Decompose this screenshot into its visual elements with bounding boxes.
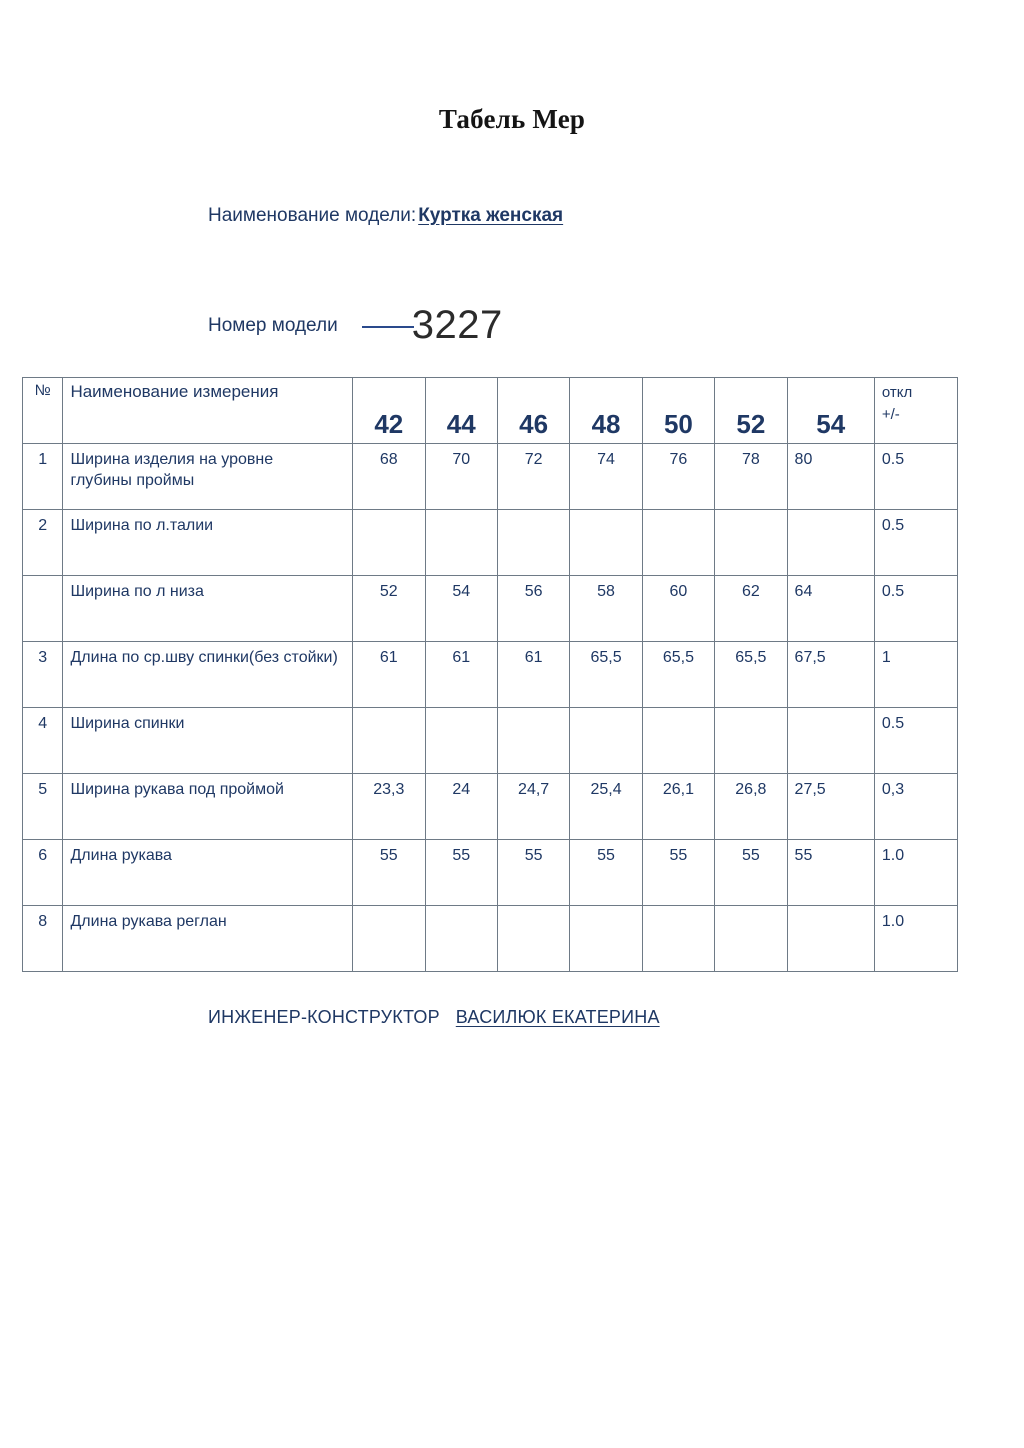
row-value-size-52	[715, 906, 787, 972]
row-value-size-48: 58	[570, 576, 642, 642]
row-value-size-44	[425, 708, 497, 774]
row-value-size-48: 55	[570, 840, 642, 906]
header-size-46: 46	[497, 378, 569, 444]
header-size-52: 52	[715, 378, 787, 444]
header-deviation-line1: откл	[881, 384, 913, 401]
header-size-44: 44	[425, 378, 497, 444]
row-value-size-42: 68	[353, 444, 425, 510]
row-value-size-48: 25,4	[570, 774, 642, 840]
row-value-size-44	[425, 906, 497, 972]
row-value-size-46: 55	[497, 840, 569, 906]
row-value-size-42	[353, 708, 425, 774]
row-deviation: 0.5	[874, 708, 957, 774]
row-value-size-54	[787, 510, 874, 576]
row-measurement-name: Ширина по л низа	[63, 576, 353, 642]
row-value-size-50	[642, 906, 714, 972]
row-value-size-52: 62	[715, 576, 787, 642]
row-number: 2	[23, 510, 63, 576]
row-number: 6	[23, 840, 63, 906]
row-value-size-52	[715, 510, 787, 576]
measurements-table	[22, 377, 958, 972]
row-value-size-50	[642, 510, 714, 576]
row-number	[23, 576, 63, 642]
row-value-size-52: 78	[715, 444, 787, 510]
row-value-size-54: 27,5	[787, 774, 874, 840]
row-value-size-50: 65,5	[642, 642, 714, 708]
row-value-size-50: 26,1	[642, 774, 714, 840]
row-value-size-46: 56	[497, 576, 569, 642]
table-body	[23, 444, 958, 972]
row-measurement-name: Ширина по л.талии	[63, 510, 353, 576]
model-name-line	[208, 205, 563, 227]
row-number: 1	[23, 444, 63, 510]
row-number: 3	[23, 642, 63, 708]
page-title: Табель Мер	[438, 104, 586, 134]
row-value-size-44: 55	[425, 840, 497, 906]
row-value-size-54	[787, 708, 874, 774]
header-number: №	[23, 378, 63, 444]
table-row	[23, 642, 958, 708]
row-deviation: 1	[874, 642, 957, 708]
row-deviation: 0.5	[874, 576, 957, 642]
row-value-size-42	[353, 906, 425, 972]
footer-signature-line	[208, 1007, 660, 1028]
row-deviation: 0.5	[874, 510, 957, 576]
row-value-size-48	[570, 510, 642, 576]
row-value-size-46: 72	[497, 444, 569, 510]
row-deviation: 0,3	[874, 774, 957, 840]
model-name-label: Наименование модели:	[208, 205, 417, 226]
footer-role: ИНЖЕНЕР-КОНСТРУКТОР	[208, 1007, 440, 1027]
row-value-size-54: 64	[787, 576, 874, 642]
model-number-line	[208, 296, 505, 347]
row-value-size-48: 65,5	[570, 642, 642, 708]
row-measurement-name: Длина рукава реглан	[63, 906, 353, 972]
table-row	[23, 840, 958, 906]
row-value-size-50	[642, 708, 714, 774]
row-value-size-48	[570, 708, 642, 774]
model-number-rule	[362, 326, 414, 328]
header-deviation-line2: +/-	[881, 405, 900, 423]
row-value-size-52: 55	[715, 840, 787, 906]
table-row	[23, 774, 958, 840]
row-value-size-44: 70	[425, 444, 497, 510]
row-deviation: 0.5	[874, 444, 957, 510]
header-size-48: 48	[570, 378, 642, 444]
row-value-size-50: 60	[642, 576, 714, 642]
row-value-size-44: 61	[425, 642, 497, 708]
row-value-size-54: 67,5	[787, 642, 874, 708]
row-measurement-name: Длина рукава	[63, 840, 353, 906]
row-number: 4	[23, 708, 63, 774]
table-header-row	[23, 378, 958, 444]
table-row	[23, 906, 958, 972]
row-deviation: 1.0	[874, 840, 957, 906]
row-value-size-54	[787, 906, 874, 972]
header-size-42: 42	[353, 378, 425, 444]
model-name-value: Куртка женская	[418, 205, 564, 226]
row-measurement-name: Ширина рукава под проймой	[63, 774, 353, 840]
row-value-size-44: 24	[425, 774, 497, 840]
row-value-size-46	[497, 510, 569, 576]
row-value-size-52: 65,5	[715, 642, 787, 708]
row-value-size-46	[497, 906, 569, 972]
row-measurement-name: Ширина изделия на уровне глубины проймы	[63, 444, 353, 510]
row-value-size-44	[425, 510, 497, 576]
table-row	[23, 708, 958, 774]
row-value-size-50: 76	[642, 444, 714, 510]
row-value-size-42: 61	[353, 642, 425, 708]
row-value-size-46	[497, 708, 569, 774]
table-row	[23, 576, 958, 642]
model-number-label: Номер модели	[208, 315, 338, 336]
row-number: 8	[23, 906, 63, 972]
header-measurement-name: Наименование измерения	[63, 378, 353, 444]
row-value-size-42	[353, 510, 425, 576]
row-value-size-54: 80	[787, 444, 874, 510]
row-value-size-52	[715, 708, 787, 774]
header-size-50: 50	[642, 378, 714, 444]
row-value-size-48	[570, 906, 642, 972]
row-value-size-54: 55	[787, 840, 874, 906]
row-measurement-name: Длина по ср.шву спинки(без стойки)	[63, 642, 353, 708]
model-number-value: 3227	[411, 303, 503, 347]
row-number: 5	[23, 774, 63, 840]
row-value-size-42: 55	[353, 840, 425, 906]
row-value-size-50: 55	[642, 840, 714, 906]
row-value-size-52: 26,8	[715, 774, 787, 840]
row-value-size-46: 61	[497, 642, 569, 708]
row-value-size-44: 54	[425, 576, 497, 642]
header-size-54: 54	[787, 378, 874, 444]
header-deviation	[874, 378, 957, 444]
table-row	[23, 444, 958, 510]
footer-person: ВАСИЛЮК ЕКАТЕРИНА	[455, 1007, 660, 1027]
row-measurement-name: Ширина спинки	[63, 708, 353, 774]
row-value-size-48: 74	[570, 444, 642, 510]
row-value-size-42: 52	[353, 576, 425, 642]
row-deviation: 1.0	[874, 906, 957, 972]
row-value-size-46: 24,7	[497, 774, 569, 840]
table-row	[23, 510, 958, 576]
row-value-size-42: 23,3	[353, 774, 425, 840]
